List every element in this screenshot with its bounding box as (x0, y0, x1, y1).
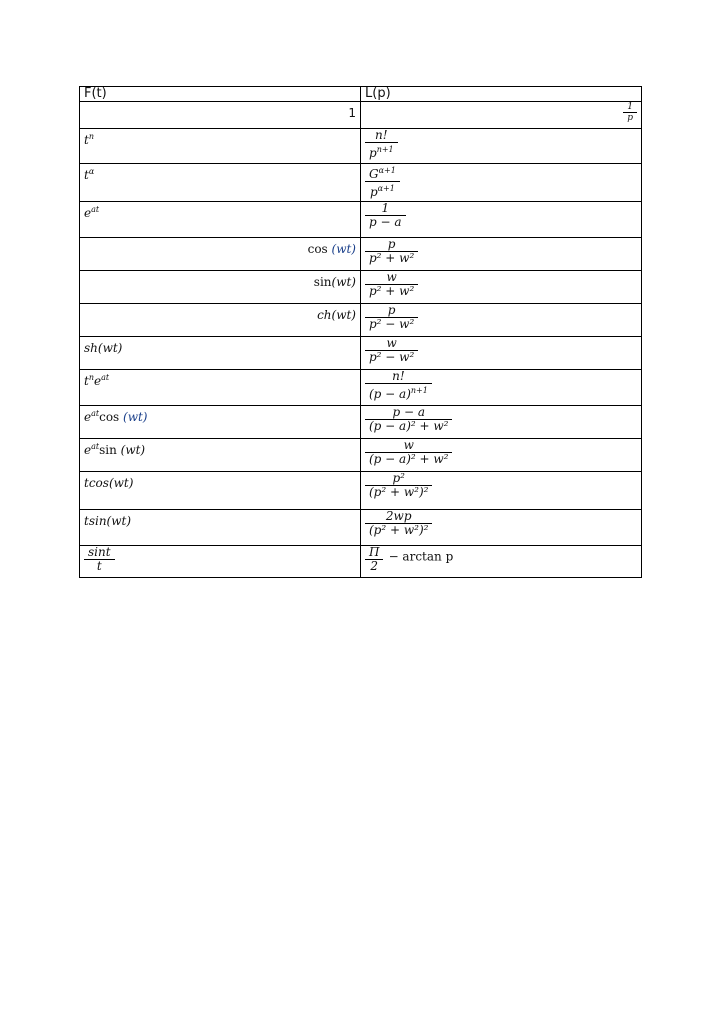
table-row (80, 439, 642, 472)
ft-cell: $t^ne^{at}$ (80, 370, 361, 406)
table-row (80, 164, 642, 202)
ft-cell: $t^\alpha$ (80, 164, 361, 202)
table-row (80, 546, 642, 578)
ft-cell: tcos(wt) (80, 472, 361, 510)
ft-cell: ch(wt) (80, 304, 361, 337)
lp-fraction: $\frac{w}{\text{(p − a)² + w²}}$ (365, 439, 452, 466)
lp-suffix: − arctan p (388, 549, 454, 564)
lp-cell (361, 164, 642, 202)
header-ft: F(t) (80, 87, 361, 102)
table-row (80, 304, 642, 337)
table-row (80, 406, 642, 439)
lp-cell (361, 510, 642, 546)
ft-cell: $e^{at}\cos$ (wt) (80, 406, 361, 439)
lp-fraction: $\frac{n!}{(p - a)^{n+1}}$ (365, 370, 432, 401)
lp-fraction: $\frac{n!}{p^{n+1}}$ (365, 129, 398, 160)
ft-cell: sh(wt) (80, 337, 361, 370)
lp-cell (361, 304, 642, 337)
ft-cell: $t^n$ (80, 129, 361, 164)
laplace-transform-table (79, 86, 642, 578)
ft-cell: sin(wt) (80, 271, 361, 304)
table-row (80, 238, 642, 271)
ft-cell: cos (wt) (80, 238, 361, 271)
lp-cell (361, 102, 642, 129)
table-row (80, 202, 642, 238)
lp-cell (361, 546, 642, 578)
table-row (80, 102, 642, 129)
lp-cell (361, 129, 642, 164)
lp-cell (361, 439, 642, 472)
lp-fraction: $\frac{1}{p - a}$ (365, 202, 406, 229)
lp-fraction: $\frac{1}{p}$ (623, 102, 637, 123)
lp-fraction: $\frac{p}{\text{p² − w²}}$ (365, 304, 418, 331)
lp-cell (361, 370, 642, 406)
table-header-row (80, 87, 642, 102)
lp-cell (361, 202, 642, 238)
table-row (80, 510, 642, 546)
lp-fraction: $\frac{w}{\text{p² + w²}}$ (365, 271, 418, 298)
ft-cell (80, 102, 361, 129)
lp-fraction: $\frac{p - a}{\text{(p − a)² + w²}}$ (365, 406, 452, 433)
ft-value: 1 (348, 106, 356, 120)
table-row (80, 337, 642, 370)
lp-fraction: $\frac{p}{\text{p² + w²}}$ (365, 238, 418, 265)
lp-fraction: $\frac{2wp}{\text{(p² + w²)²}}$ (365, 510, 432, 537)
lp-fraction: $\frac{G^{\alpha+1}}{p^{\alpha+1}}$ (365, 164, 400, 199)
ft-cell: tsin(wt) (80, 510, 361, 546)
lp-cell (361, 337, 642, 370)
lp-cell (361, 238, 642, 271)
lp-cell (361, 271, 642, 304)
ft-cell: $e^{at}\sin$ (wt) (80, 439, 361, 472)
lp-cell (361, 406, 642, 439)
header-lp: L(p) (361, 87, 642, 102)
ft-fraction: $\frac{\sin t}{t}$ (84, 546, 115, 573)
table-row (80, 129, 642, 164)
table-row (80, 271, 642, 304)
table-row (80, 472, 642, 510)
lp-fraction: $\frac{w}{\text{p² − w²}}$ (365, 337, 418, 364)
ft-cell: $e^{at}$ (80, 202, 361, 238)
lp-fraction: $\frac{\text{p²}}{\text{(p² + w²)²}}$ (365, 472, 432, 499)
lp-cell (361, 472, 642, 510)
ft-cell (80, 546, 361, 578)
table-row (80, 370, 642, 406)
lp-fraction: $\frac{\Pi}{2}$ (365, 546, 383, 573)
